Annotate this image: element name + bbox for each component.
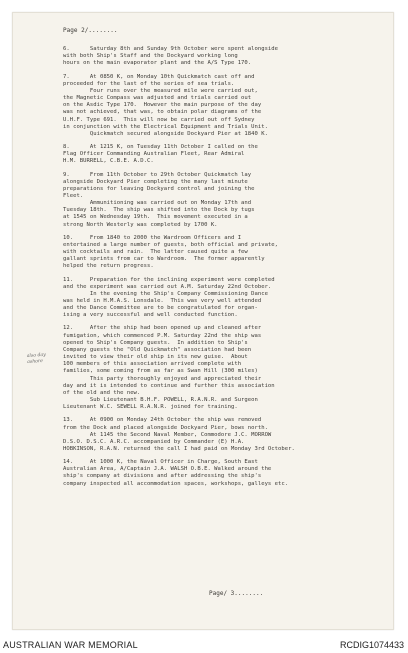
text-line: Company guests the "Old Quickmatch" association had been (63, 346, 252, 353)
text-line: with cocktails and rain. The latter caused quite a few (63, 249, 248, 256)
paragraph (63, 144, 393, 165)
paragraph-container (63, 46, 393, 488)
text-line: 100 members of this association arrived complete with (63, 361, 242, 368)
text-line: 10. From 1840 to 2000 the Wardroom Officers and I (63, 234, 242, 241)
text-line: Tuesday 18th. The ship was shifted into the Dock by tugs (63, 207, 255, 214)
text-line: 8. At 1215 K, on Tuesday 11th October I called on the (63, 144, 258, 151)
archive-name: AUSTRALIAN WAR MEMORIAL (3, 640, 138, 650)
text-line: strong North Westerly was completed by 1700 K. (63, 221, 218, 228)
paragraph (63, 172, 393, 229)
text-line: on the Asdic Type 170. However the main purpose of the day (63, 102, 262, 109)
text-line: D.S.O. D.S.C. A.R.C. accompanied by Commander (E) H.A. (63, 438, 245, 445)
paragraph (63, 325, 393, 411)
text-line: of the old and the new. (63, 389, 141, 396)
text-line: helped the return progress. (63, 263, 154, 270)
text-line: gallant sprints from car to Wardroom. The former apparently (63, 256, 265, 263)
text-line: was not achieved, that was, to obtain polar diagrams of the (63, 109, 262, 116)
text-line: 14. At 1000 K, the Naval Officer in Charge, South East (63, 459, 258, 466)
text-line: 7. At 0850 K, on Monday 10th Quickmatch cast off and (63, 73, 255, 80)
text-line: the Magnetic Compass was adjusted and trials carried out (63, 95, 252, 102)
text-line: This party thoroughly enjoyed and appreciated their (63, 375, 262, 382)
text-line: company inspected all accommodation spaces, workshops, galleys etc. (63, 480, 289, 487)
text-line: proceeded for the last of the series of sea trials. (63, 80, 235, 87)
text-line: hours on the main evaporator plant and the A/S Type 170. (63, 60, 252, 67)
archive-id: RCDIG1074433 (339, 640, 404, 650)
text-line: at 1545 on Wednesday 19th. This movement executed in a (63, 214, 248, 221)
text-line: opened to Ship's Company guests. In addition to Ship's (63, 339, 248, 346)
text-line: ising a very successful and well conducted function. (63, 312, 238, 319)
text-line: day and it is intended to continue and further this association (63, 382, 275, 389)
text-line: 12. After the ship had been opened up and cleaned after (63, 325, 262, 332)
text-line: 13. At 0900 on Monday 24th October the ship was removed (63, 417, 262, 424)
text-line: H.M. BURRELL, C.B.E. A.D.C. (63, 158, 154, 165)
text-line: 11. Preparation for the inclining experiment were completed (63, 276, 275, 283)
paragraph (63, 277, 393, 320)
text-line: ship's company at divisions and after addressing the ship's (63, 473, 262, 480)
text-line: Australian Area, A/Captain J.A. WALSH O.B.E. Walked around the (63, 466, 272, 473)
text-line: alongside Dockyard Pier completing the many last minute (63, 178, 248, 185)
text-line: in conjunction with the Electrical Equipment and Trials Unit. (63, 123, 268, 130)
text-line: Ammunitioning was carried out on Monday 17th and (63, 200, 252, 207)
text-line: Quickmatch secured alongside Dockyard Pier at 1840 K. (63, 130, 268, 137)
typed-body (63, 27, 393, 488)
text-line: U.H.F. Type 691. This will now be carried out off Sydney (63, 116, 255, 123)
paragraph (63, 417, 393, 453)
text-line: with both Ship's Staff and the Dockyard working long (63, 53, 238, 60)
text-line: from the Dock and placed alongside Dockyard Pier, bows north. (63, 424, 268, 431)
text-line: 9. From 11th October to 29th October Quickmatch lay (63, 171, 252, 178)
text-line: was held in H.M.A.S. Lonsdale. This was very well attended (63, 298, 262, 304)
archive-footer (0, 639, 408, 653)
page-reference-header: Page 2/........ (63, 27, 118, 34)
text-line: Sub Lieutenant B.H.F. POWELL, R.A.N.R. and Surgeon (63, 397, 258, 404)
text-line: Fleet. (63, 192, 84, 199)
paragraph (63, 46, 393, 67)
text-line: Lieutenant W.C. SEWELL R.A.N.R. joined for training. (63, 404, 238, 411)
text-line: HOBKINSON, R.A.N. returned the call I had paid on Monday 3rd October. (63, 445, 295, 452)
handwritten-margin-note: also day ashore (26, 352, 46, 366)
text-line: In the evening the Ship's Company Commissioning Dance (63, 290, 268, 297)
text-line: preparations for leaving Dockyard control and joining the (63, 185, 255, 192)
text-line: families, some coming from as far as Swan Hill (300 miles) (63, 368, 258, 375)
text-line: fumigation, which commenced P.M. Saturday 22nd the ship was (63, 332, 262, 339)
text-line: At 1145 the Second Naval Member, Commodore J.C. MORROW (63, 431, 272, 438)
paragraph (63, 74, 393, 138)
next-page-reference: Page/ 3........ (209, 590, 264, 597)
text-line: invited to view their old ship in its new guise. About (63, 354, 248, 361)
document-page (12, 12, 394, 630)
text-line: 6. Saturday 8th and Sunday 9th October were spent alongside (63, 46, 279, 53)
paragraph (63, 459, 393, 488)
text-line: Flag Officer Commanding Australian Fleet, Rear Admiral (63, 151, 245, 158)
paragraph (63, 235, 393, 271)
text-line: Four runs over the measured mile were carried out, (63, 87, 258, 94)
text-line: entertained a large number of guests, both official and private, (63, 241, 279, 248)
text-line: and the experiment was carried out A.M. Saturday 22nd October. (63, 283, 272, 290)
text-line: and the Dance Committee are to be congratulated for organ- (63, 305, 258, 312)
